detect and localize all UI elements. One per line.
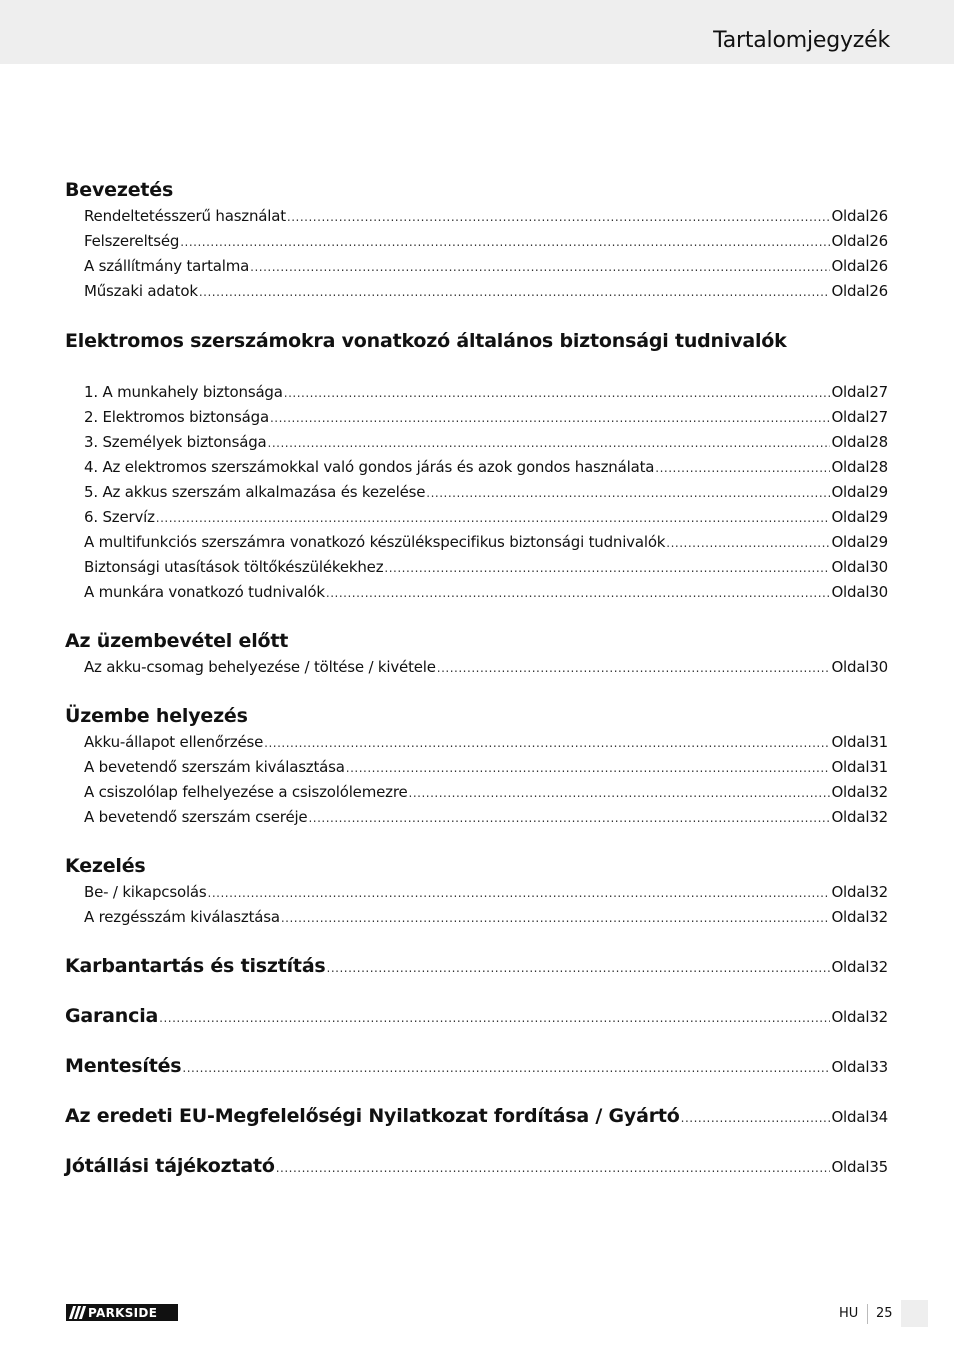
- dot-leader: [308, 807, 830, 829]
- page-label: Oldal: [831, 758, 870, 776]
- dot-leader: [156, 507, 831, 529]
- toc-entry[interactable]: [84, 280, 888, 302]
- dot-leader: [287, 206, 831, 228]
- section-title: Üzembe helyezés: [65, 705, 248, 727]
- page-label: Oldal: [831, 558, 870, 576]
- page-label: Oldal: [831, 383, 870, 401]
- toc-entry[interactable]: [84, 806, 888, 828]
- page-label: Oldal: [831, 408, 870, 426]
- dot-leader: [199, 281, 831, 303]
- footer-box: [901, 1300, 928, 1327]
- section-title: Az üzembevétel előtt: [65, 630, 289, 652]
- dot-leader: [327, 955, 831, 981]
- page-number: 26: [869, 282, 888, 300]
- dot-leader: [180, 231, 830, 253]
- toc-entry-label: A multifunkciós szerszámra vonatkozó készülékspecifikus biztonsági tudnivalók: [84, 533, 666, 551]
- toc-entry-label: Akku-állapot ellenőrzése: [84, 733, 264, 751]
- toc-entry[interactable]: [84, 456, 888, 478]
- page-label: Oldal: [831, 658, 870, 676]
- page-number: 29: [869, 533, 888, 551]
- page-number: 27: [869, 408, 888, 426]
- page-number: 34: [869, 1108, 888, 1126]
- toc-entry[interactable]: [84, 481, 888, 503]
- toc-entry-label: A bevetendő szerszám kiválasztása: [84, 758, 345, 776]
- dot-leader: [681, 1105, 831, 1131]
- section-title: Bevezetés: [65, 179, 174, 201]
- toc-entry[interactable]: [84, 656, 888, 678]
- toc-entry[interactable]: [84, 556, 888, 578]
- dot-leader: [276, 1155, 831, 1181]
- page-number: 28: [869, 458, 888, 476]
- page-number: 27: [869, 383, 888, 401]
- dot-leader: [666, 532, 830, 554]
- page-label: Oldal: [831, 908, 870, 926]
- dot-leader: [250, 256, 830, 278]
- toc-entry[interactable]: [84, 731, 888, 753]
- parkside-logo: [66, 1304, 178, 1321]
- page-label: Oldal: [831, 232, 870, 250]
- toc-entry-label: 2. Elektromos biztonsága: [84, 408, 269, 426]
- toc-main-entry-label: Garancia: [65, 1005, 159, 1027]
- toc-entry[interactable]: [84, 881, 888, 903]
- page-number: 32: [869, 908, 888, 926]
- page-number: 30: [869, 583, 888, 601]
- page-label: Oldal: [831, 583, 870, 601]
- dot-leader: [284, 382, 831, 404]
- toc-entry-label: A csiszolólap felhelyezése a csiszolólemezre: [84, 783, 408, 801]
- toc-entry-label: 1. A munkahely biztonsága: [84, 383, 283, 401]
- toc-entry-label: A munkára vonatkozó tudnivalók: [84, 583, 325, 601]
- dot-leader: [384, 557, 830, 579]
- dot-leader: [281, 907, 831, 929]
- toc-entry-label: Biztonsági utasítások töltőkészülékekhez: [84, 558, 384, 576]
- dot-leader: [264, 732, 830, 754]
- page-number: 32: [869, 808, 888, 826]
- toc-main-entry-label: Jótállási tájékoztató: [65, 1155, 275, 1177]
- toc-entry[interactable]: [84, 756, 888, 778]
- page-label: Oldal: [831, 808, 870, 826]
- toc-main-entry-label: Karbantartás és tisztítás: [65, 955, 326, 977]
- page-number: 29: [869, 483, 888, 501]
- dot-leader: [655, 457, 830, 479]
- section-title: Kezelés: [65, 855, 146, 877]
- page-number: 32: [869, 783, 888, 801]
- toc-main-entry[interactable]: [65, 1003, 888, 1029]
- page-title: Tartalomjegyzék: [713, 28, 890, 53]
- page-number: 32: [869, 1008, 888, 1026]
- toc-entry-label: Be- / kikapcsolás: [84, 883, 207, 901]
- page-label: Oldal: [831, 1058, 870, 1076]
- toc-entry-label: 4. Az elektromos szerszámokkal való gondos járás és azok gondos használata: [84, 458, 655, 476]
- toc-entry[interactable]: [84, 230, 888, 252]
- dot-leader: [159, 1005, 830, 1031]
- toc-entry[interactable]: [84, 255, 888, 277]
- page-label: Oldal: [831, 1158, 870, 1176]
- toc-main-entry[interactable]: [65, 1103, 888, 1129]
- page-label: Oldal: [831, 483, 870, 501]
- toc-entry[interactable]: [84, 506, 888, 528]
- toc-entry-label: Rendeltetésszerű használat: [84, 207, 286, 225]
- page-number: 26: [869, 232, 888, 250]
- logo-stripes-icon: [66, 1304, 86, 1321]
- toc-entry-label: A rezgésszám kiválasztása: [84, 908, 280, 926]
- dot-leader: [268, 432, 831, 454]
- toc-entry[interactable]: [84, 406, 888, 428]
- page-number: 30: [869, 558, 888, 576]
- page-label: Oldal: [831, 508, 870, 526]
- toc-entry[interactable]: [84, 431, 888, 453]
- toc-main-entry-label: Mentesítés: [65, 1055, 182, 1077]
- page-label: Oldal: [831, 733, 870, 751]
- toc-entry[interactable]: [84, 381, 888, 403]
- toc-main-entry[interactable]: [65, 1153, 888, 1179]
- page-number: 30: [869, 658, 888, 676]
- logo-brand-text: PARKSIDE: [88, 1305, 158, 1320]
- dot-leader: [346, 757, 831, 779]
- toc-entry-label: Műszaki adatok: [84, 282, 198, 300]
- page-number: 29: [869, 508, 888, 526]
- toc-main-entry[interactable]: [65, 953, 888, 979]
- dot-leader: [409, 782, 831, 804]
- dot-leader: [437, 657, 831, 679]
- toc-entry[interactable]: [84, 205, 888, 227]
- page-number: 26: [869, 207, 888, 225]
- page-label: Oldal: [831, 883, 870, 901]
- page-label: Oldal: [831, 1008, 870, 1026]
- dot-leader: [326, 582, 831, 604]
- page-number: 31: [869, 733, 888, 751]
- page-number: 32: [869, 883, 888, 901]
- dot-leader: [208, 882, 831, 904]
- page-number: 28: [869, 433, 888, 451]
- page-label: Oldal: [831, 207, 870, 225]
- page-number: 32: [869, 958, 888, 976]
- toc-entry[interactable]: [84, 581, 888, 603]
- toc-main-entry[interactable]: [65, 1053, 888, 1079]
- toc-entry-label: 6. Szervíz: [84, 508, 155, 526]
- toc-entry-label: Felszereltség: [84, 232, 180, 250]
- page-label: Oldal: [831, 458, 870, 476]
- footer-divider: [867, 1304, 868, 1324]
- toc-entry[interactable]: [84, 531, 888, 553]
- dot-leader: [270, 407, 830, 429]
- page-label: Oldal: [831, 1108, 870, 1126]
- dot-leader: [182, 1055, 830, 1081]
- page-number: 35: [869, 1158, 888, 1176]
- page-label: Oldal: [831, 433, 870, 451]
- toc-entry[interactable]: [84, 781, 888, 803]
- toc-entry[interactable]: [84, 906, 888, 928]
- page-number: 26: [869, 257, 888, 275]
- section-title: Elektromos szerszámokra vonatkozó általános biztonsági tudnivalók: [65, 330, 787, 352]
- dot-leader: [426, 482, 830, 504]
- toc-main-entry-label: Az eredeti EU-Megfelelőségi Nyilatkozat fordítása / Gyártó: [65, 1105, 680, 1127]
- page-label: Oldal: [831, 958, 870, 976]
- page-number: 33: [869, 1058, 888, 1076]
- page-label: Oldal: [831, 533, 870, 551]
- page-label: Oldal: [831, 783, 870, 801]
- language-code: HU: [839, 1306, 859, 1321]
- page-label: Oldal: [831, 282, 870, 300]
- toc-entry-label: 3. Személyek biztonsága: [84, 433, 267, 451]
- toc-entry-label: A bevetendő szerszám cseréje: [84, 808, 308, 826]
- page-label: Oldal: [831, 257, 870, 275]
- page-number-footer: 25: [876, 1306, 893, 1321]
- toc-entry-label: 5. Az akkus szerszám alkalmazása és kezelése: [84, 483, 426, 501]
- toc-entry-label: A szállítmány tartalma: [84, 257, 250, 275]
- page-number: 31: [869, 758, 888, 776]
- toc-entry-label: Az akku-csomag behelyezése / töltése / kivétele: [84, 658, 436, 676]
